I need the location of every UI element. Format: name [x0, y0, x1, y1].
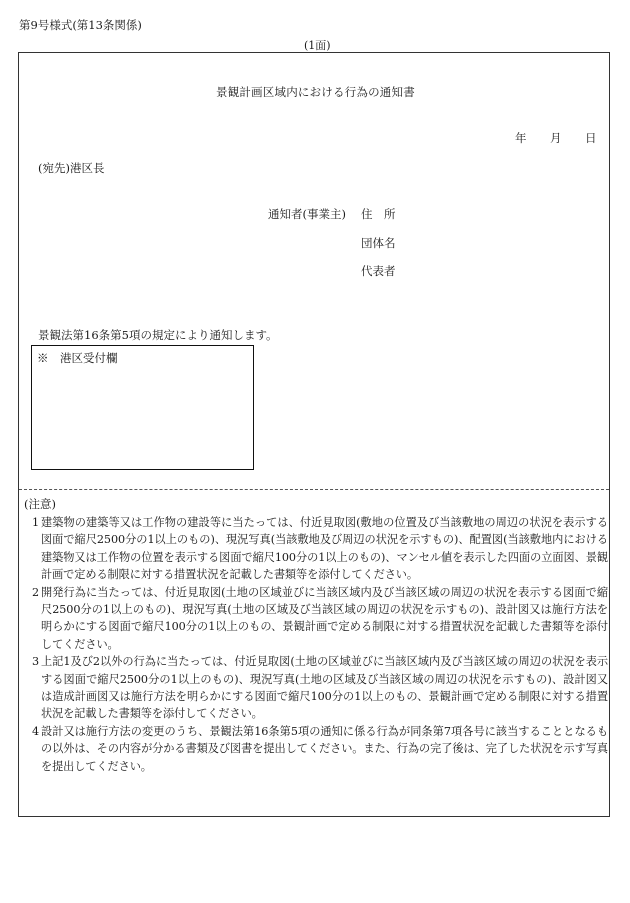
note-number: 3: [32, 655, 40, 669]
note-text: 上記1及び2以外の行為に当たっては、付近見取図(土地の区域並びに当該区域内及び当該区域の周辺の状況を表示する図面で縮尺2500分の1以上のもの)、現況写真(土地の区域及び当該区域の周辺の状況を示すもの)、設計図又は造成計画図又は施行方法を明らかにする図面で縮尺100分の1以上のもの、景観計画で定める制限に対する措置状況を記載した書類等を添付してください。: [41, 655, 608, 721]
note-number: 1: [32, 516, 40, 529]
form-title: 景観計画区域内における行為の通知書: [216, 85, 415, 99]
notes-heading: (注意): [24, 497, 56, 511]
note-item: [24, 584, 608, 654]
date-year-label: 年: [515, 131, 527, 145]
note-text: 開発行為に当たっては、付近見取図(土地の区域並びに当該区域内及び当該区域の周辺の状況を表示する図面で縮尺2500分の1以上のもの)、現況写真(土地の区域及び当該区域の周辺の状況を示すもの)、設計図又は施行方法を明らかにする図面で縮尺100分の1以上のもの、景観計画で定める制限に対する措置状況を記載した書類等を添付してください。: [41, 585, 608, 651]
notifier-organization-label: 団体名: [361, 236, 396, 250]
notifier-label: 通知者(事業主): [268, 207, 346, 221]
page-label: (1面): [304, 39, 331, 52]
notifier-address-label: 住 所: [361, 207, 396, 221]
note-text: 建築物の建築等又は工作物の建設等に当たっては、付近見取図(敷地の位置及び当該敷地の周辺の状況を表示する図面で縮尺2500分の1以上のもの)、現況写真(当該敷地及び周辺の状況を示すもの)、配置図(当該敷地内における建築物又は工作物の位置を表示する図面で縮尺100分の1以上のもの)、マンセル値を表示した四面の立面図、景観計画で定める制限に対する措置状況を記載した書類等を添付してください。: [41, 516, 608, 582]
note-item: [24, 653, 608, 723]
form-number: 第9号様式(第13条関係): [19, 18, 142, 32]
note-item: [24, 723, 608, 775]
addressee: (宛先)港区長: [38, 161, 105, 175]
date-day-label: 日: [585, 131, 597, 145]
date-month-label: 月: [550, 131, 562, 145]
notes-list: [24, 514, 608, 775]
note-number: 4: [32, 724, 40, 738]
note-number: 2: [32, 585, 40, 599]
notification-statement: 景観法第16条第5項の規定により通知します。: [38, 328, 278, 342]
note-text: 設計又は施行方法の変更のうち、景観法第16条第5項の通知に係る行為が同条第7項各号に該当することとなるもの以外は、その内容が分かる書類及び図書を提出してください。また、行為の完了後は、完了した状況を示す写真を提出してください。: [41, 724, 608, 773]
notifier-representative-label: 代表者: [361, 264, 396, 278]
note-item: [24, 514, 608, 584]
reception-box-label: ※ 港区受付欄: [37, 351, 118, 365]
notes-divider: [19, 489, 609, 490]
